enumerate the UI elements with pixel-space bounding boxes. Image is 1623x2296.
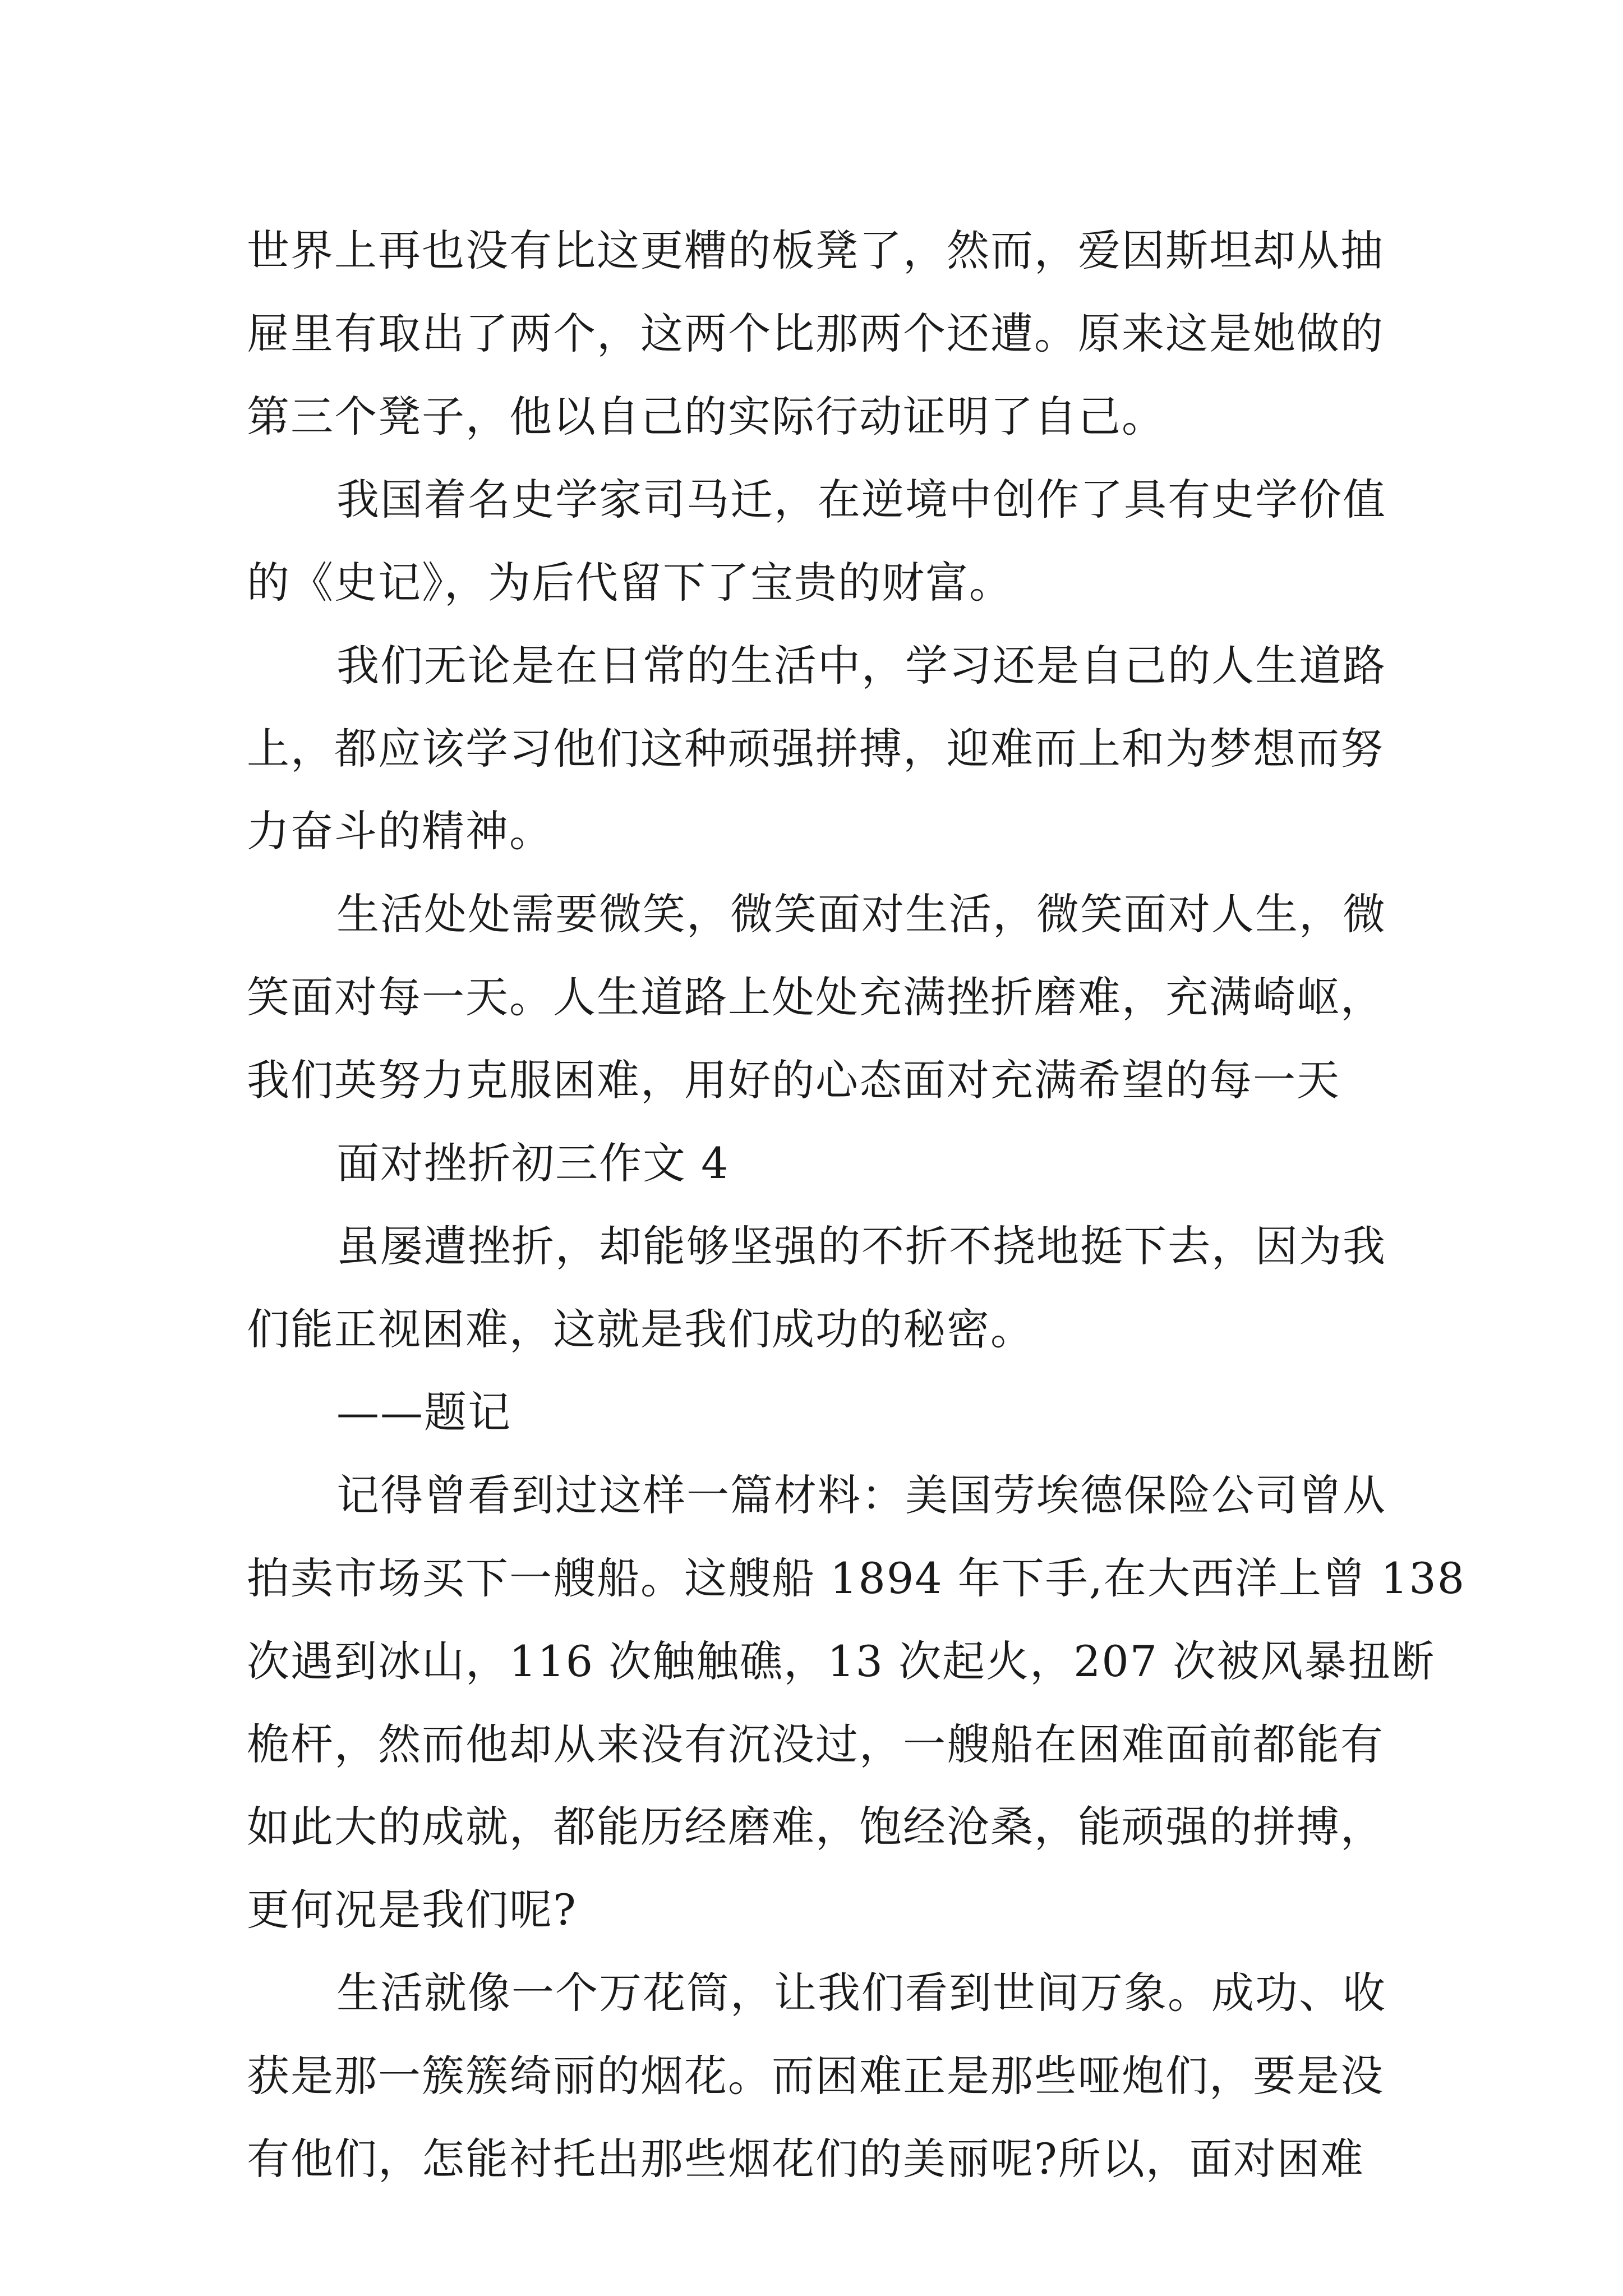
text-line: 记得曾看到过这样一篇材料：美国劳埃德保险公司曾从 [336, 1470, 1386, 1520]
text-line: 我们无论是在日常的生活中，学习还是自己的人生道路 [336, 641, 1386, 691]
text-line: 第三个凳子，他以自己的实际行动证明了自己。 [247, 392, 1165, 441]
text-line: 更何况是我们呢? [247, 1885, 577, 1935]
text-line: 屉里有取出了两个，这两个比那两个还遭。原来这是她做的 [247, 309, 1384, 358]
text-line: 有他们，怎能衬托出那些烟花们的美丽呢?所以，面对困难 [247, 2134, 1364, 2184]
epigraph-attribution: ——题记 [336, 1387, 511, 1437]
text-line: 虽屡遭挫折，却能够坚强的不折不挠地挺下去，因为我 [336, 1221, 1386, 1271]
text-line: 拍卖市场买下一艘船。这艘船 1894 年下手,在大西洋上曾 138 [247, 1553, 1466, 1603]
text-line: 笑面对每一天。人生道路上处处充满挫折磨难，充满崎岖， [247, 972, 1384, 1022]
text-line: 力奋斗的精神。 [247, 806, 553, 856]
text-line: 次遇到冰山，116 次触触礁，13 次起火，207 次被风暴扭断 [247, 1636, 1436, 1686]
text-line: 们能正视困难，这就是我们成功的秘密。 [247, 1304, 1034, 1354]
text-line: 如此大的成就，都能历经磨难，饱经沧桑，能顽强的拼搏， [247, 1802, 1384, 1852]
text-line: 的《史记》，为后代留下了宝贵的财富。 [247, 558, 1013, 608]
text-line: 获是那一簇簇绮丽的烟花。而困难正是那些哑炮们，要是没 [247, 2051, 1384, 2101]
text-line: 生活就像一个万花筒，让我们看到世间万象。成功、收 [336, 1968, 1386, 2018]
text-line: 我们英努力克服困难，用好的心态面对充满希望的每一天 [247, 1055, 1340, 1105]
text-line: 桅杆，然而他却从来没有沉没过，一艘船在困难面前都能有 [247, 1719, 1384, 1769]
text-line: 世界上再也没有比这更糟的板凳了，然而，爱因斯坦却从抽 [247, 226, 1384, 275]
section-heading: 面对挫折初三作文 4 [336, 1138, 730, 1188]
text-line: 生活处处需要微笑，微笑面对生活，微笑面对人生，微 [336, 889, 1386, 939]
text-line: 上，都应该学习他们这种顽强拼搏，迎难而上和为梦想而努 [247, 724, 1384, 774]
text-line: 我国着名史学家司马迁，在逆境中创作了具有史学价值 [336, 475, 1386, 524]
